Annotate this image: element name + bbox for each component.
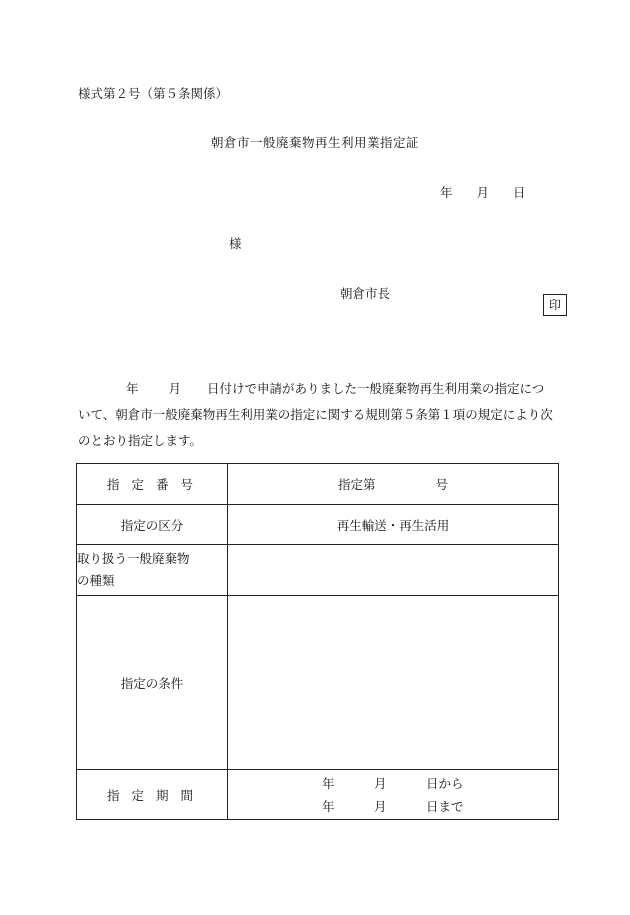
- designation-category-value: 再生輸送・再生活用: [228, 505, 559, 545]
- table-row: [77, 505, 559, 545]
- body-year-label: 年: [126, 381, 139, 396]
- designation-table: [76, 463, 559, 820]
- designation-number-suffix: 号: [435, 477, 449, 492]
- waste-types-value: [228, 545, 559, 596]
- designation-number-prefix: 指定第: [337, 477, 376, 492]
- period-to: 年 月 日まで: [322, 798, 464, 814]
- body-month-label: 月: [168, 381, 182, 396]
- waste-types-label-line2: の種類: [77, 573, 115, 588]
- table-row: [77, 464, 559, 505]
- form-number: 様式第２号（第５条関係）: [78, 86, 229, 101]
- conditions-value: [228, 596, 559, 770]
- waste-types-label-line1: 取り扱う一般廃棄物: [77, 551, 190, 566]
- designation-category-label: 指定の区分: [77, 505, 228, 545]
- period-from: 年 月 日から: [322, 775, 464, 791]
- body-paragraph: [78, 376, 556, 454]
- designation-number-label: 指 定 番 号: [77, 464, 228, 505]
- body-text: 日付けで申請がありました一般廃棄物再生利用業の指定について、朝倉市一般廃棄物再生利用業の指定に関する規則第５条第１項の規定により次のとおり指定します。: [78, 381, 553, 448]
- table-row: [77, 770, 559, 820]
- recipient-honorific: 様: [229, 236, 242, 251]
- waste-types-label: [77, 545, 228, 596]
- seal-mark: 印: [543, 294, 567, 316]
- date-month-label: 月: [476, 185, 490, 200]
- period-label: 指 定 期 間: [77, 770, 228, 820]
- table-row: [77, 596, 559, 770]
- designation-number-cell: [228, 464, 559, 505]
- date-year-label: 年: [440, 185, 453, 200]
- conditions-label: 指定の条件: [77, 596, 228, 770]
- date-day-label: 日: [513, 185, 526, 200]
- issuer-name: 朝倉市長: [340, 286, 391, 301]
- issue-date: [440, 183, 526, 201]
- table-row: [77, 545, 559, 596]
- period-cell: [228, 770, 559, 820]
- document-title: 朝倉市一般廃棄物再生利用業指定証: [210, 135, 419, 150]
